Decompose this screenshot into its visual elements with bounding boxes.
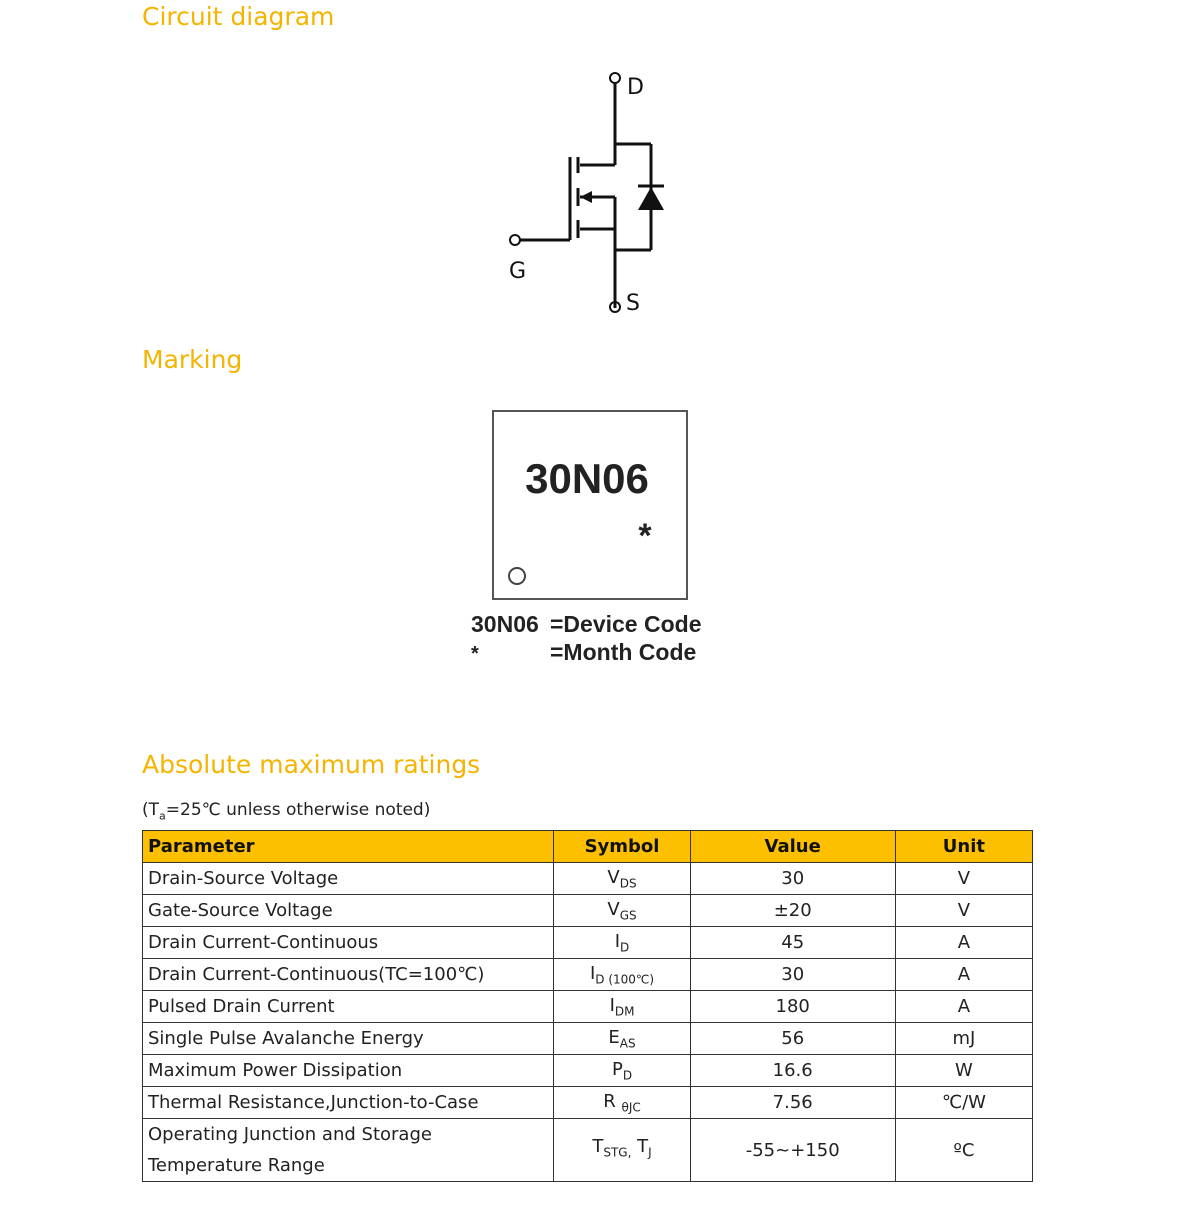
cell-symbol: $P_D$ [554,1055,690,1087]
legend-key-device: 30N06 [471,611,539,637]
header-unit: Unit [895,831,1032,863]
table-row [143,1119,1033,1182]
ratings-title: Absolute maximum ratings [142,750,481,779]
legend-key-month: * [471,643,479,665]
cell-unit: A [895,991,1032,1023]
table-header-row [143,831,1033,863]
cell-unit: ºC [895,1119,1032,1182]
cell-symbol: $T_{STG,}$ $T_J$ [554,1119,690,1182]
drain-terminal [610,73,620,83]
cell-symbol: $E_{AS}$ [554,1023,690,1055]
cell-value: 30 [690,863,895,895]
cell-value: 7.56 [690,1087,895,1119]
ratings-table [142,830,1033,1182]
table-row [143,1087,1033,1119]
cell-unit: V [895,895,1032,927]
ratings-note [142,800,430,822]
cell-value: 56 [690,1023,895,1055]
drain-label: D [627,75,644,100]
legend-desc-month: =Month Code [550,639,697,665]
cell-parameter: Maximum Power Dissipation [143,1055,554,1087]
marking-diagram [465,400,745,675]
table-row [143,991,1033,1023]
header-symbol: Symbol [554,831,690,863]
cell-parameter: Thermal Resistance,Junction-to-Case [143,1087,554,1119]
cell-value: 30 [690,959,895,991]
cell-symbol: R $_{\theta JC}$ [554,1087,690,1119]
cell-value: 16.6 [690,1055,895,1087]
table-row [143,863,1033,895]
cell-symbol: $I_{D (100℃)}$ [554,959,690,991]
circuit-diagram-title: Circuit diagram [142,2,335,31]
legend-desc-device: =Device Code [550,611,702,637]
cell-unit: ℃/W [895,1087,1032,1119]
table-row [143,895,1033,927]
source-label: S [626,291,640,316]
cell-unit: V [895,863,1032,895]
cell-parameter: Operating Junction and Storage Temperature Range [143,1119,554,1182]
gate-terminal [510,235,520,245]
cell-parameter: Drain-Source Voltage [143,863,554,895]
diode-symbol [638,187,664,210]
cell-parameter: Drain Current-Continuous(TC=100℃) [143,959,554,991]
cell-value: 45 [690,927,895,959]
note-suffix: =25℃ unless otherwise noted) [165,800,431,820]
chip-device-code: 30N06 [525,455,649,502]
gate-label: G [509,259,527,284]
chip-month-code: * [638,517,652,555]
table-row [143,927,1033,959]
note-prefix: (T [142,800,160,820]
cell-value: ±20 [690,895,895,927]
cell-symbol: $V_{GS}$ [554,895,690,927]
header-value: Value [690,831,895,863]
body-arrow [580,191,592,203]
marking-title: Marking [142,345,243,374]
cell-unit: A [895,927,1032,959]
cell-symbol: $I_D$ [554,927,690,959]
cell-parameter: Pulsed Drain Current [143,991,554,1023]
cell-value: -55~+150 [690,1119,895,1182]
header-parameter: Parameter [143,831,554,863]
cell-unit: W [895,1055,1032,1087]
cell-parameter: Drain Current-Continuous [143,927,554,959]
mosfet-circuit-diagram [490,60,690,320]
cell-unit: A [895,959,1032,991]
cell-symbol: $V_{DS}$ [554,863,690,895]
cell-unit: mJ [895,1023,1032,1055]
table-row [143,959,1033,991]
cell-parameter: Single Pulse Avalanche Energy [143,1023,554,1055]
cell-symbol: $I_{DM}$ [554,991,690,1023]
table-row [143,1023,1033,1055]
table-row [143,1055,1033,1087]
note-sub: a [159,809,166,823]
cell-value: 180 [690,991,895,1023]
cell-parameter: Gate-Source Voltage [143,895,554,927]
